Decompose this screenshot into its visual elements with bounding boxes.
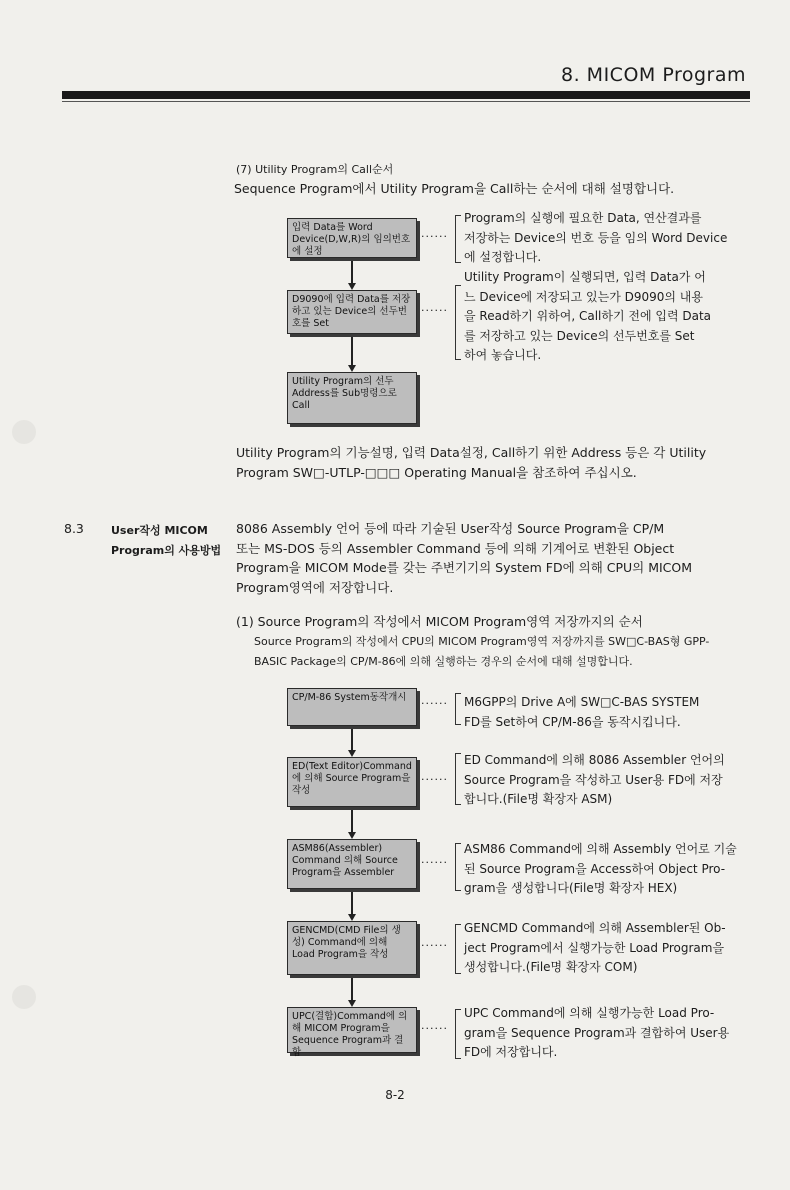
section-title: User작성 MICOM Program의 사용방법 (111, 524, 222, 557)
arrow-head-icon (348, 365, 356, 372)
flow-desc-upc: UPC Command에 의해 실행가능한 Load Pro- gram을 Sequence Program과 결합하여 User용 FD에 저장합니다. (464, 1006, 730, 1059)
flow-box-cpm-start: CP/M-86 System동작개시 (287, 688, 417, 726)
flow-arrow (351, 261, 353, 283)
flow-desc-ed: ED Command에 의해 8086 Assembler 언어의 Source Program을 작성하고 User용 FD에 저장 합니다.(File명 확장자 ASM) (464, 753, 725, 806)
brace-bracket (455, 753, 461, 805)
leader-dots: ······ (421, 304, 448, 317)
page-header-title: 8. MICOM Program (561, 64, 746, 86)
sub7-heading: (7) Utility Program의 Call순서 (236, 163, 394, 176)
leader-dots: ······ (421, 230, 448, 243)
arrow-head-icon (348, 283, 356, 290)
section-body: 8086 Assembly 언어 등에 따라 기술된 User작성 Source Program을 CP/M 또는 MS-DOS 등의 Assembler Command 등에 의해 기계어로 변환된 Object Program을 MICOM Mode를 갖는 주변기기의 System FD에 의해 CPU의 MICOM Program영역에 저장합니다. (236, 521, 693, 595)
leader-dots: ······ (421, 773, 448, 786)
sub1-intro: Source Program의 작성에서 CPU의 MICOM Program영역 저장까지를 SW□C-BAS형 GPP- BASIC Package의 CP/M-86에 의해 실행하는 경우의 순서에 대해 설명합니다. (254, 635, 710, 668)
punch-hole (12, 985, 36, 1009)
arrow-head-icon (348, 1000, 356, 1007)
sub1-heading: (1) Source Program의 작성에서 MICOM Program영역 저장까지의 순서 (236, 614, 643, 629)
flow-box-gencmd: GENCMD(CMD File의 생성) Command에 의해 Load Program을 작성 (287, 921, 417, 975)
flow-box-set-d9090: D9090에 입력 Data를 저장하고 있는 Device의 선두번호를 Set (287, 290, 417, 334)
flow-desc-gencmd: GENCMD Command에 의해 Assembler된 Ob- ject Program에서 실행가능한 Load Program을 생성합니다.(File명 확장자 COM) (464, 921, 726, 974)
flow-box-set-input-data: 입력 Data를 Word Device(D,W,R)의 임의번호에 설정 (287, 218, 417, 258)
flow-box-sub-call: Utility Program의 선두 Address를 Sub명령으로 Call (287, 372, 417, 424)
flow-box-asm86: ASM86(Assembler) Command 의해 Source Program을 Assembler (287, 839, 417, 889)
flow-arrow (351, 978, 353, 1000)
sub7-desc2: Utility Program이 실행되면, 입력 Data가 어 느 Device에 저장되고 있는가 D9090의 내용 을 Read하기 위하여, Call하기 전에 입력 Data 를 저장하고 있는 Device의 선두번호를 Set 하여 놓습니다. (464, 270, 712, 362)
section-number: 8.3 (64, 521, 84, 536)
page-number: 8-2 (385, 1088, 405, 1102)
punch-hole (12, 420, 36, 444)
arrow-head-icon (348, 750, 356, 757)
flow-desc-asm86: ASM86 Command에 의해 Assembly 언어로 기술 된 Source Program을 Access하여 Object Pro- gram을 생성합니다(File명 확장자 HEX) (464, 842, 737, 895)
flow-arrow (351, 729, 353, 750)
leader-dots: ······ (421, 939, 448, 952)
flow-desc-cpm: M6GPP의 Drive A에 SW□C-BAS SYSTEM FD를 Set하여 CP/M-86을 동작시킵니다. (464, 695, 700, 729)
brace-bracket (455, 285, 461, 360)
flow-arrow (351, 892, 353, 914)
flow-box-ed-command: ED(Text Editor)Command에 의해 Source Program을 작성 (287, 757, 417, 807)
brace-bracket (455, 693, 461, 725)
brace-bracket (455, 843, 461, 891)
arrow-head-icon (348, 914, 356, 921)
flow-box-upc: UPC(결합)Command에 의해 MICOM Program을 Sequence Program과 결합 (287, 1007, 417, 1053)
brace-bracket (455, 215, 461, 263)
header-rule-thin (62, 101, 750, 102)
leader-dots: ······ (421, 856, 448, 869)
arrow-head-icon (348, 832, 356, 839)
brace-bracket (455, 924, 461, 974)
sub7-note: Utility Program의 기능설명, 입력 Data설정, Call하기 위한 Address 등은 각 Utility Program SW□-UTLP-□□□ Operating Manual을 참조하여 주십시오. (236, 445, 707, 480)
flow-arrow (351, 337, 353, 365)
leader-dots: ······ (421, 1022, 448, 1035)
flow-arrow (351, 810, 353, 832)
leader-dots: ······ (421, 697, 448, 710)
header-rule (62, 91, 750, 99)
brace-bracket (455, 1009, 461, 1059)
sub7-intro: Sequence Program에서 Utility Program을 Call하는 순서에 대해 설명합니다. (234, 181, 675, 196)
sub7-desc1: Program의 실행에 필요한 Data, 연산결과를 저장하는 Device의 번호 등을 임의 Word Device 에 설정합니다. (464, 211, 728, 264)
